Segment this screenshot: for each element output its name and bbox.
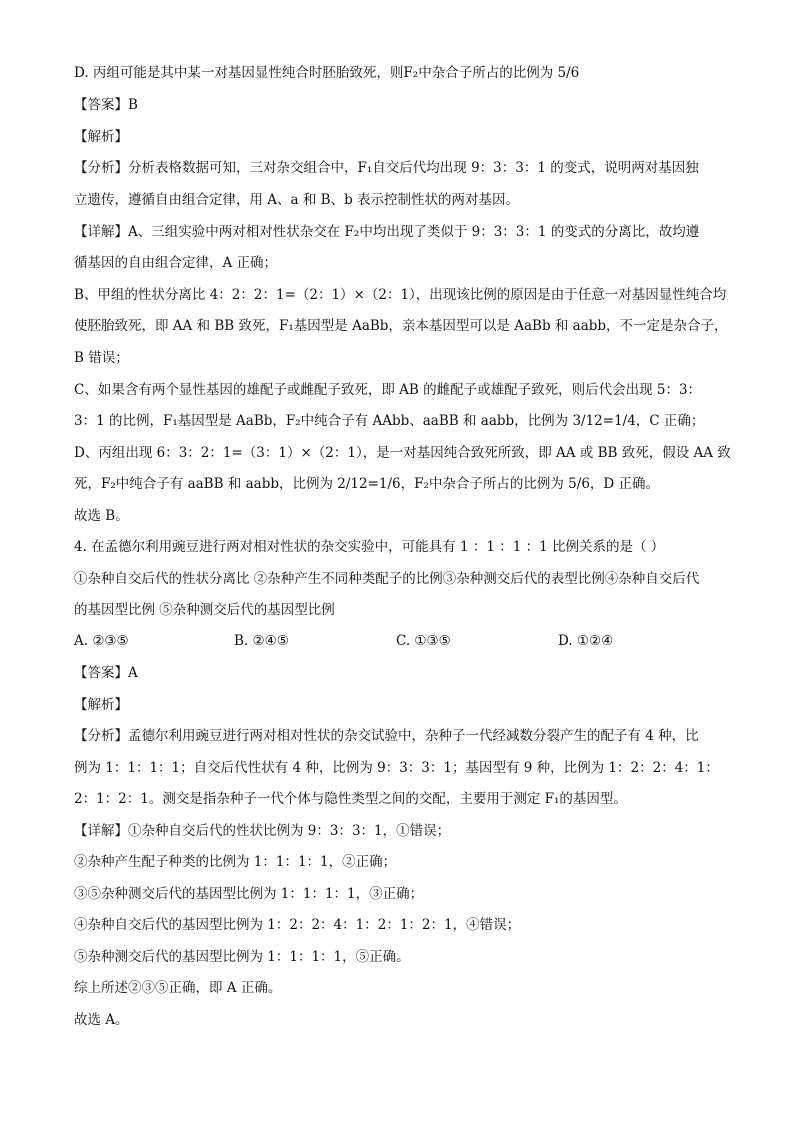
q4-analysis-heading: 【解析】: [74, 697, 128, 713]
q3-detail-line-6: C、如果含有两个显性基因的雄配子或雌配子致死，即 AB 的雌配子或雄配子致死，则后代会出现 5：3：: [74, 382, 702, 398]
q3-detail-line-3: B、甲组的性状分离比 4：2：2：1=（2：1）×（2：1），出现该比例的原因是由于任意一对基因显性纯合均: [74, 287, 727, 303]
q4-detail-line-4: ④杂种自交后代的基因型比例为 1：2：2：4：1：2：1：2：1，④错误；: [74, 917, 521, 933]
q3-option-d: D. 丙组可能是其中某一对基因显性纯合时胚胎致死，则F₂中杂合子所占的比例为 5/6: [74, 65, 580, 81]
q4-analysis-line-3: 2：1：2：1。测交是指杂种子一代个体与隐性类型之间的交配，主要用于测定 F₁的基因型。: [74, 791, 627, 807]
q3-detail-line-4: 使胚胎致死，即 AA 和 BB 致死，F₁基因型是 AaBb，亲本基因型可以是 AaBb 和 aabb，不一定是杂合子，: [74, 318, 728, 334]
q4-analysis-line-2: 例为 1：1：1：1；自交后代性状有 4 种，比例为 9：3：3：1；基因型有 9 种，比例为 1：2：2：4：1：: [74, 760, 719, 776]
q4-option-b: B. ②④⑤: [234, 633, 289, 649]
q3-analysis-line-1: 【分析】分析表格数据可知，三对杂交组合中，F₁自交后代均出现 9：3：3：1 的变式，说明两对基因独: [74, 160, 699, 176]
q4-detail-line-5: ⑤杂种测交后代的基因型比例为 1：1：1：1，⑤正确。: [74, 949, 410, 965]
q3-detail-line-5: B 错误；: [74, 350, 129, 366]
q4-option-d: D. ①②④: [558, 633, 614, 649]
q3-answer: 【答案】B: [74, 97, 138, 113]
q4-conclusion: 故选 A。: [74, 1012, 129, 1028]
q4-detail-line-2: ②杂种产生配子种类的比例为 1：1：1：1，②正确；: [74, 854, 397, 870]
q4-detail-line-3: ③⑤杂种测交后代的基因型比例为 1：1：1：1，③正确；: [74, 886, 424, 902]
q3-detail-line-2: 循基因的自由组合定律，A 正确；: [74, 255, 278, 271]
q3-conclusion: 故选 B。: [74, 508, 129, 524]
q3-analysis-line-2: 立遗传，遵循自由组合定律，用 A、a 和 B、b 表示控制性状的两对基因。: [74, 192, 520, 208]
q3-detail-line-9: 死，F₂中纯合子有 aaBB 和 aabb，比例为 2/12=1/6，F₂中杂合子所占的比例为 5/6，D 正确。: [74, 476, 660, 492]
q3-detail-line-7: 3：1 的比例，F₁基因型是 AaBb，F₂中纯合子有 AAbb、aaBB 和 aabb，比例为 3/12=1/4，C 正确；: [74, 413, 705, 429]
q4-summary: 综上所述②③⑤正确，即 A 正确。: [74, 980, 282, 996]
q3-detail-line-1: 【详解】A、三组实验中两对相对性状杂交在 F₂中均出现了类似于 9：3：3：1 的变式的分离比，故均遵: [74, 224, 700, 240]
q4-stem-line-1: 4. 在孟德尔利用豌豆进行两对相对性状的杂交实验中，可能具有 1 ：1 ：1 ：1 比例关系的是（ ）: [74, 539, 665, 555]
q4-detail-line-1: 【详解】①杂种自交后代的性状比例为 9：3：3：1，①错误；: [74, 823, 451, 839]
q4-option-c: C. ①③⑤: [396, 633, 451, 649]
q4-stem-line-2: ①杂种自交后代的性状分离比 ②杂种产生不同种类配子的比例③杂种测交后代的表型比例④杂种自交后代: [74, 571, 700, 587]
q3-detail-line-8: D、丙组出现 6：3：2：1=（3：1）×（2：1），是一对基因纯合致死所致，即 AA 或 BB 致死，假设 AA 致: [74, 445, 731, 461]
q4-analysis-line-1: 【分析】孟德尔利用豌豆进行两对相对性状的杂交试验中，杂种子一代经减数分裂产生的配子有 4 种，比: [74, 728, 699, 744]
q4-option-a: A. ②③⑤: [74, 633, 129, 649]
q3-analysis-heading: 【解析】: [74, 129, 128, 145]
q4-stem-line-3: 的基因型比例 ⑤杂种测交后代的基因型比例: [74, 602, 335, 618]
q4-answer: 【答案】A: [74, 665, 138, 681]
